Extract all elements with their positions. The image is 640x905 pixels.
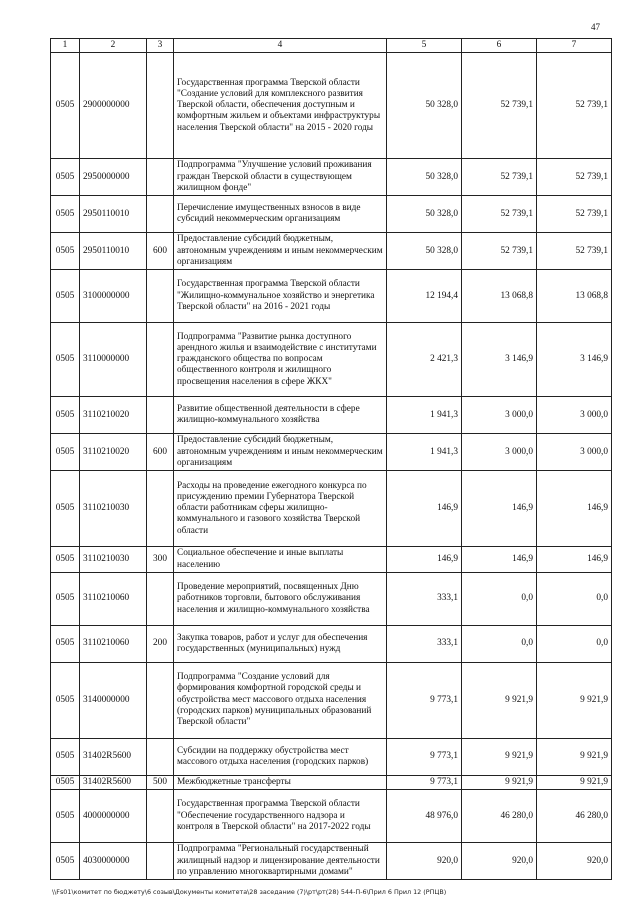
budget-table	[50, 38, 612, 880]
item-name: Межбюджетные трансферты	[174, 775, 387, 789]
amount-col7: 52 739,1	[537, 53, 612, 159]
expense-type	[147, 323, 174, 397]
target-code: 3140000000	[80, 662, 147, 738]
amount-col5: 9 773,1	[387, 738, 462, 775]
amount-col7: 9 921,9	[537, 662, 612, 738]
item-name: Подпрограмма "Создание условий для формирования комфортной городской среды и обустройства мест массового отдыха населения (городских парков) муниципальных образований Тверской области"	[174, 662, 387, 738]
amount-col6: 13 068,8	[462, 270, 537, 323]
item-name: Государственная программа Тверской области "Жилищно-коммунальное хозяйство и энергетика Тверской области" на 2016 - 2021 годы	[174, 270, 387, 323]
col-header-7: 7	[537, 39, 612, 53]
target-code: 3110210030	[80, 471, 147, 547]
expense-type	[147, 790, 174, 843]
expense-type	[147, 397, 174, 434]
table-row	[51, 572, 612, 625]
section-code: 0505	[51, 270, 80, 323]
section-code: 0505	[51, 323, 80, 397]
expense-type: 500	[147, 775, 174, 789]
section-code: 0505	[51, 196, 80, 233]
table-row	[51, 397, 612, 434]
section-code: 0505	[51, 572, 80, 625]
amount-col6: 52 739,1	[462, 53, 537, 159]
target-code: 2950000000	[80, 159, 147, 196]
target-code: 3110210020	[80, 397, 147, 434]
amount-col6: 52 739,1	[462, 233, 537, 270]
amount-col6: 920,0	[462, 843, 537, 880]
amount-col7: 0,0	[537, 572, 612, 625]
table-row	[51, 434, 612, 471]
col-header-2: 2	[80, 39, 147, 53]
amount-col6: 0,0	[462, 625, 537, 662]
section-code: 0505	[51, 662, 80, 738]
expense-type	[147, 471, 174, 547]
amount-col6: 146,9	[462, 547, 537, 573]
table-row	[51, 323, 612, 397]
target-code: 2950110010	[80, 233, 147, 270]
item-name: Предоставление субсидий бюджетным, автономным учреждениям и иным некоммерческим организациям	[174, 434, 387, 471]
target-code: 3110210060	[80, 572, 147, 625]
amount-col5: 50 328,0	[387, 233, 462, 270]
item-name: Перечисление имущественных взносов в виде субсидий некоммерческим организациям	[174, 196, 387, 233]
item-name: Закупка товаров, работ и услуг для обеспечения государственных (муниципальных) нужд	[174, 625, 387, 662]
amount-col5: 146,9	[387, 471, 462, 547]
item-name: Подпрограмма "Улучшение условий проживания граждан Тверской области в существующем жилищном фонде"	[174, 159, 387, 196]
amount-col7: 46 280,0	[537, 790, 612, 843]
table-row	[51, 547, 612, 573]
amount-col5: 920,0	[387, 843, 462, 880]
target-code: 4000000000	[80, 790, 147, 843]
item-name: Подпрограмма "Развитие рынка доступного арендного жилья и взаимодействие с институтами гражданского общества по вопросам общественного контроля и жилищного просвещения населения в сфере ЖКХ"	[174, 323, 387, 397]
col-header-6: 6	[462, 39, 537, 53]
col-header-3: 3	[147, 39, 174, 53]
amount-col5: 1 941,3	[387, 434, 462, 471]
amount-col5: 12 194,4	[387, 270, 462, 323]
amount-col6: 3 146,9	[462, 323, 537, 397]
section-code: 0505	[51, 843, 80, 880]
expense-type: 600	[147, 434, 174, 471]
amount-col5: 50 328,0	[387, 196, 462, 233]
expense-type	[147, 662, 174, 738]
item-name: Проведение мероприятий, посвященных Дню работников торговли, бытового обслуживания населения и жилищно-коммунального хозяйства	[174, 572, 387, 625]
item-name: Субсидии на поддержку обустройства мест массового отдыха населения (городских парков)	[174, 738, 387, 775]
table-row	[51, 233, 612, 270]
expense-type: 600	[147, 233, 174, 270]
target-code: 31402R5600	[80, 775, 147, 789]
amount-col5: 9 773,1	[387, 662, 462, 738]
item-name: Развитие общественной деятельности в сфере жилищно-коммунального хозяйства	[174, 397, 387, 434]
table-row	[51, 625, 612, 662]
col-header-4: 4	[174, 39, 387, 53]
table-row	[51, 775, 612, 789]
section-code: 0505	[51, 159, 80, 196]
section-code: 0505	[51, 625, 80, 662]
section-code: 0505	[51, 434, 80, 471]
amount-col7: 0,0	[537, 625, 612, 662]
amount-col7: 3 000,0	[537, 397, 612, 434]
item-name: Подпрограмма "Региональный государственный жилищный надзор и лицензирование деятельности по управлению многоквартирными домами"	[174, 843, 387, 880]
target-code: 31402R5600	[80, 738, 147, 775]
amount-col6: 46 280,0	[462, 790, 537, 843]
expense-type: 300	[147, 547, 174, 573]
table-row	[51, 738, 612, 775]
expense-type	[147, 738, 174, 775]
section-code: 0505	[51, 738, 80, 775]
amount-col6: 3 000,0	[462, 434, 537, 471]
amount-col5: 48 976,0	[387, 790, 462, 843]
amount-col7: 52 739,1	[537, 159, 612, 196]
amount-col6: 9 921,9	[462, 738, 537, 775]
expense-type	[147, 196, 174, 233]
amount-col5: 146,9	[387, 547, 462, 573]
item-name: Расходы на проведение ежегодного конкурса по присуждению премии Губернатора Тверской области работникам сферы жилищно-коммунального и газового хозяйства Тверской области	[174, 471, 387, 547]
amount-col7: 146,9	[537, 471, 612, 547]
section-code: 0505	[51, 775, 80, 789]
table-row	[51, 270, 612, 323]
amount-col5: 50 328,0	[387, 159, 462, 196]
col-header-1: 1	[51, 39, 80, 53]
amount-col7: 13 068,8	[537, 270, 612, 323]
section-code: 0505	[51, 53, 80, 159]
file-path-footer: \\Fs01\комитет по бюджету\6 созыв\Документы комитета\28 заседание (7)\рт\рт(28) 544-П-6\Прил 6 Прил 12 (РПЦВ)	[52, 888, 447, 896]
amount-col5: 333,1	[387, 572, 462, 625]
amount-col7: 52 739,1	[537, 233, 612, 270]
amount-col7: 146,9	[537, 547, 612, 573]
amount-col6: 52 739,1	[462, 159, 537, 196]
page-number: 47	[591, 22, 600, 32]
amount-col5: 333,1	[387, 625, 462, 662]
expense-type: 200	[147, 625, 174, 662]
expense-type	[147, 159, 174, 196]
amount-col7: 52 739,1	[537, 196, 612, 233]
amount-col6: 9 921,9	[462, 775, 537, 789]
amount-col5: 2 421,3	[387, 323, 462, 397]
expense-type	[147, 53, 174, 159]
amount-col5: 50 328,0	[387, 53, 462, 159]
section-code: 0505	[51, 547, 80, 573]
target-code: 2950110010	[80, 196, 147, 233]
item-name: Государственная программа Тверской области "Создание условий для комплексного развития Тверской области, обеспечения доступным и комфортным жильем и объектами инфраструктуры населения Тверской области" на 2015 - 2020 годы	[174, 53, 387, 159]
amount-col7: 9 921,9	[537, 738, 612, 775]
target-code: 2900000000	[80, 53, 147, 159]
target-code: 3110000000	[80, 323, 147, 397]
amount-col5: 9 773,1	[387, 775, 462, 789]
col-header-5: 5	[387, 39, 462, 53]
expense-type	[147, 270, 174, 323]
section-code: 0505	[51, 790, 80, 843]
amount-col6: 52 739,1	[462, 196, 537, 233]
amount-col7: 920,0	[537, 843, 612, 880]
target-code: 3100000000	[80, 270, 147, 323]
section-code: 0505	[51, 233, 80, 270]
expense-type	[147, 843, 174, 880]
target-code: 3110210020	[80, 434, 147, 471]
amount-col7: 3 146,9	[537, 323, 612, 397]
table-row	[51, 53, 612, 159]
item-name: Государственная программа Тверской области "Обеспечение государственного надзора и контроля в Тверской области" на 2017-2022 годы	[174, 790, 387, 843]
amount-col6: 9 921,9	[462, 662, 537, 738]
target-code: 3110210060	[80, 625, 147, 662]
item-name: Социальное обеспечение и иные выплаты населению	[174, 547, 387, 573]
table-header-row	[51, 39, 612, 53]
table-row	[51, 790, 612, 843]
expense-type	[147, 572, 174, 625]
table-row	[51, 471, 612, 547]
table-row	[51, 662, 612, 738]
table-row	[51, 159, 612, 196]
target-code: 3110210030	[80, 547, 147, 573]
table-row	[51, 196, 612, 233]
section-code: 0505	[51, 397, 80, 434]
amount-col7: 9 921,9	[537, 775, 612, 789]
amount-col7: 3 000,0	[537, 434, 612, 471]
amount-col6: 0,0	[462, 572, 537, 625]
target-code: 4030000000	[80, 843, 147, 880]
amount-col6: 3 000,0	[462, 397, 537, 434]
amount-col5: 1 941,3	[387, 397, 462, 434]
item-name: Предоставление субсидий бюджетным, автономным учреждениям и иным некоммерческим организациям	[174, 233, 387, 270]
table-row	[51, 843, 612, 880]
amount-col6: 146,9	[462, 471, 537, 547]
section-code: 0505	[51, 471, 80, 547]
